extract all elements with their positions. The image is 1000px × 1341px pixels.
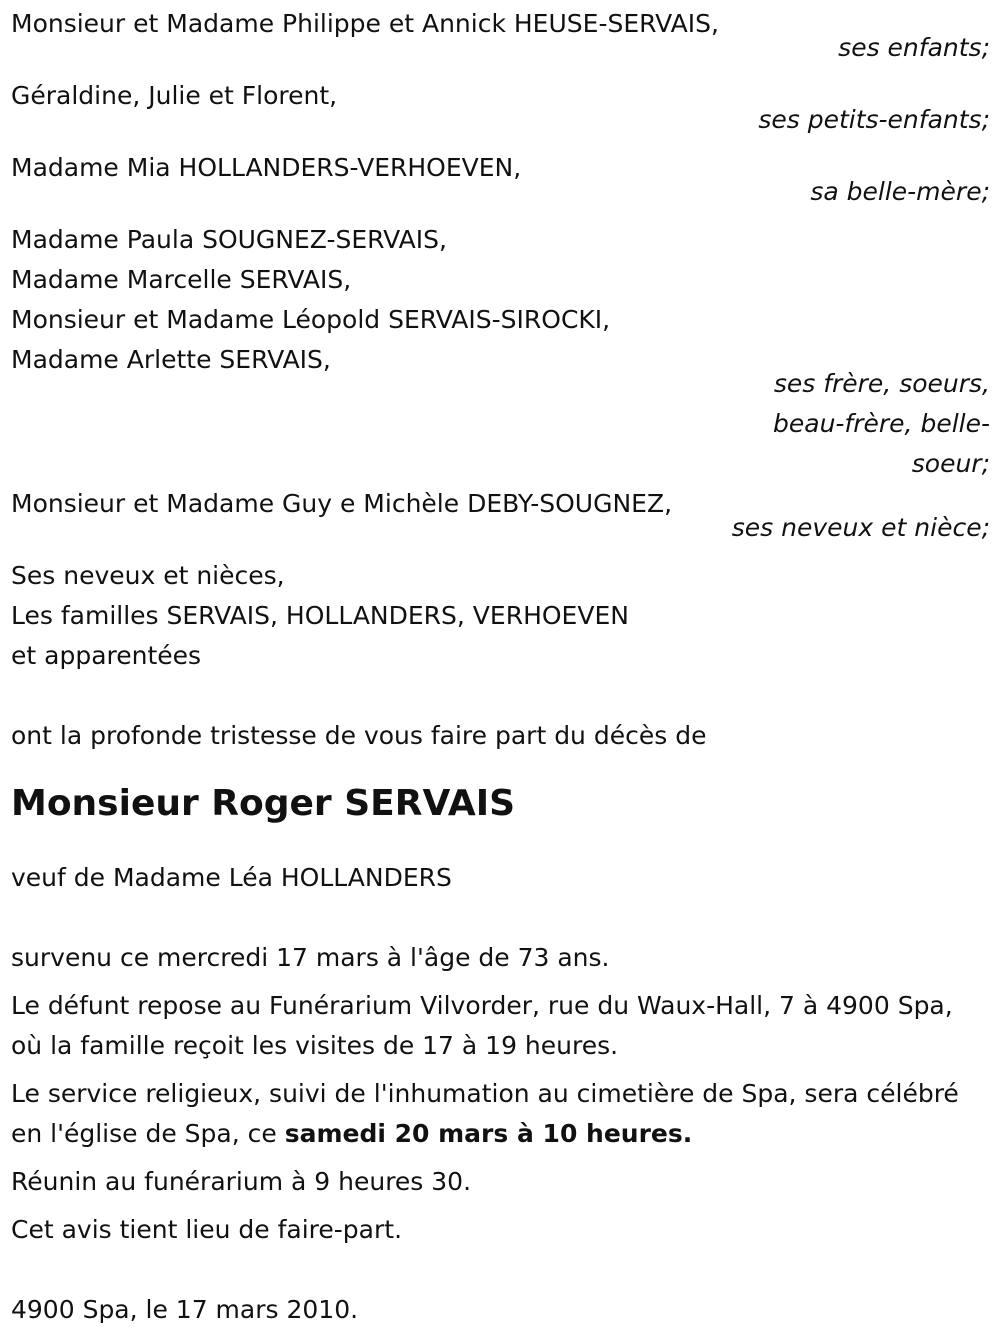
other-relatives-line: Les familles SERVAIS, HOLLANDERS, VERHOEVEN (11, 601, 629, 630)
death-info: survenu ce mercredi 17 mars à l'âge de 73 ans. (11, 943, 610, 972)
family-name-line: Géraldine, Julie et Florent, (11, 81, 338, 110)
family-group-grandchildren (11, 76, 990, 140)
other-relatives-line: Ses neveux et nièces, (11, 561, 285, 590)
service-text: Le service religieux, suivi de l'inhumation au cimetière de Spa, sera célébré en l'église de Spa, ce (11, 1079, 959, 1148)
place-date: 4900 Spa, le 17 mars 2010. (11, 1295, 359, 1324)
family-relation-line: soeur; (911, 449, 990, 478)
reunion-info: Réunin au funérarium à 9 heures 30. (11, 1167, 472, 1196)
repose-info: Le défunt repose au Funérarium Vilvorder, rue du Waux-Hall, 7 à 4900 Spa, où la famille reçoit les visites de 17 à 19 heures. (11, 991, 953, 1060)
family-group-siblings (11, 220, 990, 484)
other-relatives-line: et apparentées (11, 641, 202, 670)
family-name-line: Monsieur et Madame Guy e Michèle DEBY-SOUGNEZ, (11, 489, 673, 518)
family-name-line: Madame Mia HOLLANDERS-VERHOEVEN, (11, 153, 522, 182)
family-relation: sa belle-mère; (810, 177, 990, 206)
family-relation: ses enfants; (838, 33, 990, 62)
family-name-line: Monsieur et Madame Léopold SERVAIS-SIROCKI, (11, 305, 611, 334)
other-relatives (11, 556, 990, 676)
family-relation-line: beau-frère, belle- (773, 409, 990, 438)
family-name-line: Madame Paula SOUGNEZ-SERVAIS, (11, 225, 447, 254)
family-group-nephews (11, 484, 990, 548)
family-name-line: Monsieur et Madame Philippe et Annick HEUSE-SERVAIS, (11, 9, 719, 38)
notice-text: Cet avis tient lieu de faire-part. (11, 1215, 403, 1244)
service-info (11, 1074, 971, 1154)
family-relation: ses neveux et nièce; (731, 513, 990, 542)
service-date: samedi 20 mars à 10 heures. (284, 1119, 693, 1148)
widower-text: veuf de Madame Léa HOLLANDERS (11, 863, 452, 892)
family-group-mother-in-law (11, 148, 990, 212)
announcement-text: ont la profonde tristesse de vous faire part du décès de (11, 721, 707, 750)
family-name-line: Madame Marcelle SERVAIS, (11, 265, 352, 294)
deceased-name: Monsieur Roger SERVAIS (11, 783, 516, 824)
family-name-line: Madame Arlette SERVAIS, (11, 345, 331, 374)
family-relation: ses petits-enfants; (758, 105, 990, 134)
family-relation (11, 364, 990, 484)
family-relation-line: ses frère, soeurs, (773, 369, 990, 398)
family-group-children (11, 4, 990, 68)
